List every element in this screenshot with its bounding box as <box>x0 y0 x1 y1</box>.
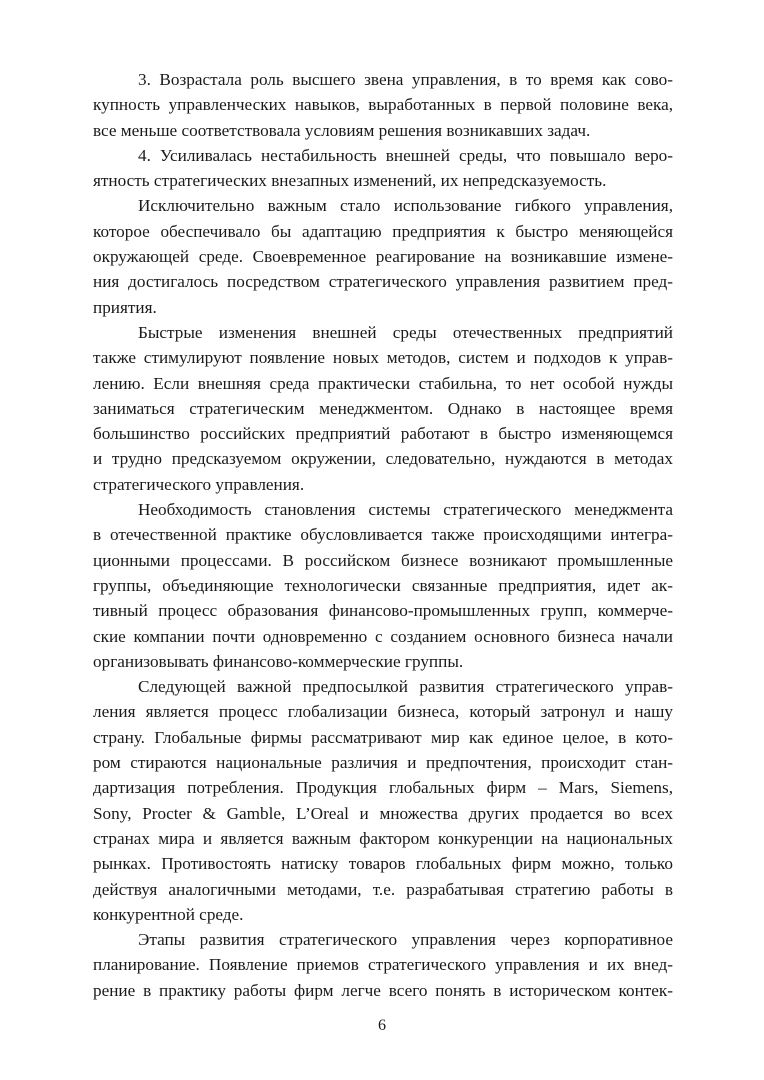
text-line: также стимулируют появление новых методов, систем и подходов к управ- <box>93 348 673 368</box>
text-line: страну. Глобальные фирмы рассматривают мир как единое целое, в кото- <box>93 727 673 747</box>
text-line: конкурентной среде. <box>93 904 244 924</box>
text-line: Необходимость становления системы стратегического менеджмента <box>138 500 673 520</box>
paragraph <box>93 320 673 497</box>
text-line: в отечественной практике обусловливается также происходящими интегра- <box>93 525 673 545</box>
text-line: которое обеспечивало бы адаптацию предприятия к быстро меняющейся <box>93 221 673 241</box>
text-line: Быстрые изменения внешней среды отечественных предприятий <box>138 322 673 342</box>
text-line: 4. Усиливалась нестабильность внешней среды, что повышало веро- <box>138 145 673 165</box>
text-line: ления является процесс глобализации бизнеса, который затронул и нашу <box>93 702 673 722</box>
text-line: заниматься стратегическим менеджментом. Однако в настоящее время <box>93 398 673 418</box>
text-line: дартизация потребления. Продукция глобальных фирм – Mars, Siemens, <box>93 778 673 798</box>
text-line: стратегического управления. <box>93 474 305 494</box>
text-line: ские компании почти одновременно с созданием основного бизнеса начали <box>93 626 673 646</box>
text-line: планирование. Появление приемов стратегического управления и их внед- <box>93 955 673 975</box>
text-line: 3. Возрастала роль высшего звена управления, в то время как сово- <box>138 70 673 89</box>
body-text <box>93 67 673 1003</box>
text-line: купность управленческих навыков, выработанных в первой половине века, <box>93 95 673 115</box>
text-line: Sony, Procter & Gamble, L’Oreal и множества других продается во всех <box>93 803 673 823</box>
page-number: 6 <box>378 1017 386 1034</box>
text-line: лению. Если внешняя среда практически стабильна, то нет особой нужды <box>93 373 673 393</box>
text-line: ятность стратегических внезапных изменений, их непредсказуемость. <box>93 171 607 191</box>
text-line: группы, объединяющие технологически связанные предприятия, идет ак- <box>93 575 673 595</box>
text-line: Этапы развития стратегического управления через корпоративное <box>138 930 673 950</box>
text-line: окружающей среде. Своевременное реагирование на возникавшие измене- <box>93 247 673 267</box>
text-line: Исключительно важным стало использование гибкого управления, <box>138 196 673 216</box>
text-line: тивный процесс образования финансово-промышленных групп, коммерче- <box>93 601 673 621</box>
paragraph <box>93 67 673 143</box>
text-line: приятия. <box>93 297 157 317</box>
text-line: рение в практику работы фирм легче всего понять в историческом контек- <box>93 980 673 1000</box>
paragraph <box>93 143 673 194</box>
text-line: и трудно предсказуемом окружении, следовательно, нуждаются в методах <box>93 449 673 469</box>
text-line: ния достигалось посредством стратегического управления развитием пред- <box>93 272 673 292</box>
text-line: большинство российских предприятий работают в быстро изменяющемся <box>93 424 673 444</box>
text-line: действуя аналогичными методами, т.е. разрабатывая стратегию работы в <box>93 879 673 899</box>
text-line: рынках. Противостоять натиску товаров глобальных фирм можно, только <box>93 854 673 874</box>
paragraph <box>93 927 673 1003</box>
text-line: Следующей важной предпосылкой развития стратегического управ- <box>138 677 673 697</box>
paragraph <box>93 497 673 674</box>
text-line: странах мира и является важным фактором конкуренции на национальных <box>93 828 673 848</box>
paragraph <box>93 674 673 927</box>
text-line: все меньше соответствовала условиям решения возникавших задач. <box>93 120 591 140</box>
text-line: ционными процессами. В российском бизнесе возникают промышленные <box>93 550 673 570</box>
text-line: организовывать финансово-коммерческие группы. <box>93 651 464 671</box>
paragraph <box>93 193 673 319</box>
text-line: ром стираются национальные различия и предпочтения, происходит стан- <box>93 753 673 773</box>
